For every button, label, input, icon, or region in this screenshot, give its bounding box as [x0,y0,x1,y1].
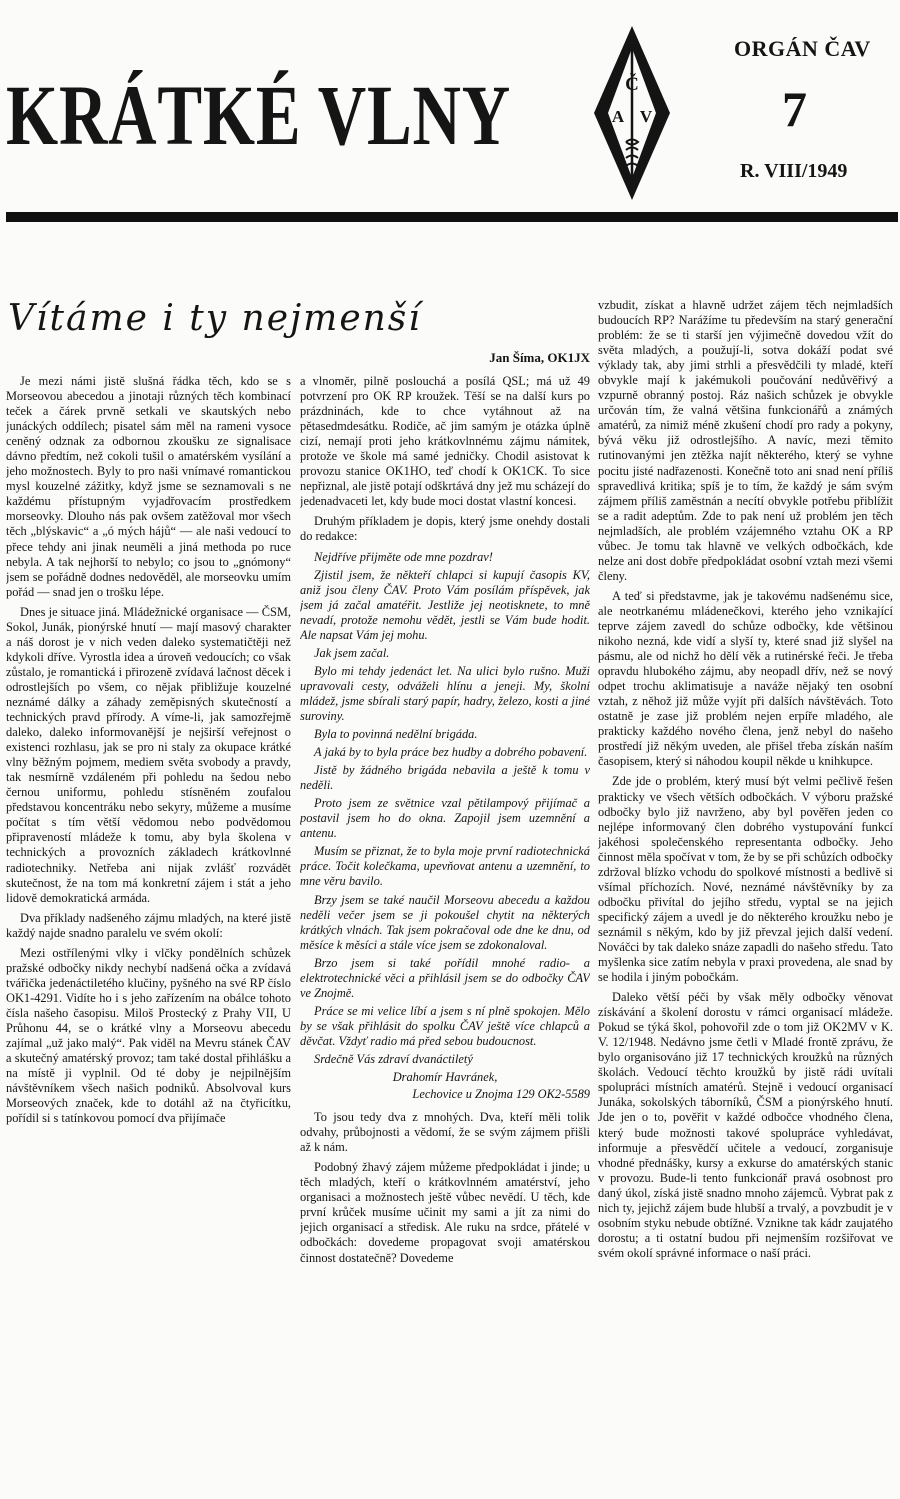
logo-letter-c: Č [625,74,639,95]
letter-paragraph: Práce se mi velice líbí a jsem s ní plně spokojen. Mělo by se však přihlásit do spolku ČAV ještě více chlapců a děvčat. Vždyť radio má před sebou budoucnost. [300,1003,590,1048]
volume-label: R. VIII/1949 [740,160,848,182]
letter-paragraph: Nejdříve přijměte ode mne pozdrav! [314,549,493,564]
masthead [0,0,900,230]
paragraph: To jsou tedy dva z mnohých. Dva, kteří měli tolik odvahy, průbojnosti a vědomí, že se svým zájmem přišli až k nám. [300,1110,590,1155]
cav-logo-icon [592,24,672,202]
letter-paragraph: Musím se přiznat, že to byla moje první radiotechnická práce. Točit kolečkama, upevňovat antenu a uzemnění, to mne věru bavilo. [300,844,590,889]
logo-letter-a: A [611,107,625,126]
letter-signature: Drahomír Havránek, [392,1070,498,1085]
letter-paragraph: Byla to povinná nedělní brigáda. [314,727,478,742]
column-1 [6,374,291,1494]
letter-address: Lechovice u Znojma 129 OK2-5589 [412,1087,590,1102]
column-2 [300,374,590,1494]
article-byline: Jan Šíma, OK1JX [489,350,590,365]
paragraph: Druhým příkladem je dopis, který jsme onehdy dostali do redakce: [300,514,590,544]
letter-paragraph: Jak jsem začal. [314,645,390,660]
paragraph: Mezi ostřílenými vlky i vlčky pondělních schůzek pražské odbočky nikdy nechybí nadšená očka a zvídavá tvářička jedenáctiletého klučiny, pyšného na své RP číslo OK1-4291. Vidíte ho i s jeho zařízením na obálce tohoto čísla našeho časopisu. Miloš Prostecký z Prahy VII, U Průhonu 44, se o krátké vlny a Morseovu abecedu zajímal „už jako malý“. Pak viděl na Mevru stánek ČAV a skutečný amatérský provoz; tam také dostal přihlášku a na místě ji vyplnil. Od té doby je nejpilnějším návštěvníkem všech našich podniků. Absolvoval kurs Morseových značek, kde to dotáhl až na čtyřicítku, pořídil si s tatínkovou pomocí dva přijímače [6,945,291,1126]
letter-paragraph: Zjistil jsem, že někteří chlapci si kupují časopis KV, aniž jsou členy ČAV. Proto Vám posílám příspěvek, jak jsem já začal amatéřit. Jestliže jej neotisknete, to mně nevadí, protože nemohu vědět, jestli se Vám bude hodit. Ale napsat Vám jej mohu. [300,567,590,642]
paragraph: vzbudit, získat a hlavně udržet zájem těch nejmladších budoucích RP? Narážíme tu především na starý generační problém: že se ti starší jen výjimečně dovedou vžít do světa mladých, a použují-li, sotva dokáží podat své výklady tak, aby jimi strhli a přesvědčili ty mladé, kteří obvykle mají k jakémukoli poučování nedůvěřivý a vzpurně obranný postoj. Ráz našich schůzek je obvykle určován tím, že valná většina funkcionářů a známých amatérů, za nimiž méně zkušení chodí pro rady a pokyny, bývá věku již odrostlejšího. A navíc, mezi těmito rutinovanými jen ztěžka najít některého, který se vyhne pocitu jisté nadřazenosti. Konečně toto ani snad není příliš spravedlivá kritika; spíš je to tím, že každý je sám svým zájmem příliš zaměstnán a necítí obvykle potřebu přiblížit se a radit adeptům. Zde to pak není už problém jen těch nejmladších, ale problém vzájemného vztahu OK a RP vůbec. Je tomu tak hlavně ve velkých odbočkách, kde nelze ani dost dobře předpokládat osobní vztah mezi všemi členy. [598,298,893,583]
paragraph: Dnes je situace jiná. Mládežnické organisace — ČSM, Sokol, Junák, pionýrské hnutí — mají masový charakter a náš dorost je v nich veden daleko systematičtěji než kdykoli dříve. Vyrostla idea a úroveň vedoucích; co však zůstalo, je romantická i přirozeně zvídavá lačnost děcek i odrostlejších po všem, co nějak přibližuje kouzelné neznámé dálky a záhady zeměpisných skutečností a technických pravd přírody. A víme-li, jak samozřejmě daleko, daleko informovanější je nejširší veřejnost o existenci rozhlasu, jak se pro ni staly za okupace krátké vlny běžným pojmem, mediem světa svobody a pravdy, tak nesmírně vzdáleném při pohledu na šedou nebo černou uniformu, pohledu stísněném zoufalou představou koncentráku nebo sekyry, můžeme a musíme počítat s tím větší vědomou nebo podvědomou připraveností mládeže k tomu, aby byla školena v technických a provozních základech krátkovlnné radiotechniky. Netřeba ani nijak zvlášť rozvádět skutečnost, že na tom má konkretní zájem i stát a jeho lidově demokratická armáda. [6,604,291,905]
article-title: Vítáme i ty nejmenší [8,298,422,339]
header-rule [6,212,898,222]
logo-letter-v: V [639,107,653,126]
letter-paragraph: Brzo jsem si také pořídil mnohé radio- a elektrotechnické věci a přihlásil jsem se do odbočky ČAV ve Znojmě. [300,955,590,1000]
paragraph: Je mezi námi jistě slušná řádka těch, kdo se s Morseovou abecedou a jinotaji různých těch kombinací teček a čárek prvně setkali ve skautských nebo junáckých oddílech; pisatel sám měl na rameni vysoce ceněný odznak za odbornou zkoušku ze signalisace dávno předtím, než cokoli tušil o amatérském vysílání a jeho možnostech. Byly to pro naši vnímavé romantickou mysl kouzelné zážitky, když jsme se seznamovali s ne každému přístupným vyjadřovacím prostředkem morseovky. Dlouho nás pak ovšem zatěžoval mor všech těch „blýskavic“ a „ó mých hájů“ — ale naši vedoucí to přece tehdy ani jinak neuměli a jiná methoda po ruce nebyla. A tak nejhorší to nebylo; co jsou to „gnómony“ jsem se pořádně dodnes nedověděl, ale morseovku umím pořád — snad jen o trošku lépe. [6,374,291,599]
reader-letter [300,550,590,1103]
letter-paragraph: Brzy jsem se také naučil Morseovu abecedu a každou neděli večer jsem se ji pokoušel chytit na některých krátkých vlnách. Tak jsem pokračoval ode dne ke dnu, od měsíce k měsíci a stále více jsem se zdokonaloval. [300,892,590,952]
letter-paragraph: Jistě by žádného brigáda nebavila a ještě k tomu v neděli. [300,763,590,793]
letter-paragraph: A jaká by to byla práce bez hudby a dobrého pobavení. [314,745,588,760]
organ-label: ORGÁN ČAV [734,36,871,61]
issue-number: 7 [782,81,807,137]
paragraph: Podobný žhavý zájem můžeme předpokládat i jinde; u těch mladých, kteří o krátkovlnném amatérství, jeho organisaci a možnostech ještě vůbec nevědí. U těch, kde první krůček musíme učinit my sami a jít za nimi do jejich organisací a středisk. Ale ruku na srdce, přátelé v odbočkách: dovedeme propagovat svoji amatérskou činnost dostatečně? Dovedeme [300,1160,590,1265]
paragraph: A teď si představme, jak je takovému nadšenému sice, ale neotrkanému mládenečkovi, kterého jeho vznikající teprve zájem zavedl do schůze odbočky, kde většinou nikoho nezná, kde vidí a slyší ty, které snad již slyšel na pásmu, ale od nichž ho dělí věk a rutinérské řeči. Je třeba opravdu hlubokého zájmu, aby neopadl dřív, než se nový odpet trochu aklimatisuje a naváže nějaký ten osobní vztah, z něhož již může vyjít při dalších návštěvách. Toto ostatně je zase již problém nejen erpíře mladého, ale prakticky každého nového člena, jenž nebyl do našeho prostředí již někým uveden, ale přišel třeba získán naším časopisem, který si náhodou koupil někde u knihkupce. [598,588,893,769]
letter-paragraph: Bylo mi tehdy jedenáct let. Na ulici bylo rušno. Muži upravovali cesty, odváželi hlínu a jeneji. My, školní mládež, jsme sbírali starý papír, hadry, železo, kosti a jiné suroviny. [300,663,590,723]
paragraph: Dva příklady nadšeného zájmu mladých, na které jistě každý najde snadno paralelu ve svém okolí: [6,910,291,940]
column-3 [598,298,893,1494]
letter-paragraph: Proto jsem ze světnice vzal pětilampový přijímač a postavil jsem ho do okna. Zapojil jsem uzemnění a antenu. [300,796,590,841]
magazine-title: KRÁTKÉ VLNY [6,67,511,163]
letter-closing: Srdečně Vás zdraví dvanáctiletý [314,1051,473,1066]
paragraph: Zde jde o problém, který musí být velmi pečlivě řešen prakticky ve všech větších odbočkách. V výboru pražské odbočky bylo již navrženo, aby byl pověřen jeden co nejlépe informovaný člen dobrého vystupování funkcí jakéhosi společenského representanta odbočky. Jeho činnost měla spočívat v tom, že by se při schůzích odbočky zdržoval blízko vchodu do spolkové místnosti a bedlivě si všímal příchozích. Nové, neznámé návštěvníky by za odbočku přivítal do jejího středu, vyptal se na jejich specifický zájem a uvedl je do některého kroužku nebo je seznámil s někým, kdo by již převzal jejich další vedení. Nováčci by tak daleko snáze zapadli do našeho středu. Tato myšlenka sice zatím nebyla v praxi provedena, ale snad by se hodila i jiným pobočkám. [598,774,893,985]
paragraph: a vlnoměr, pilně poslouchá a posílá QSL; má už 49 potvrzení pro OK RP kroužek. Těší se na další kurs po prázdninách, kde to chce vytáhnout až na pětasedmdesátku. Rodiče, ač jim samým je otázka úplně cizí, nemají proti jeho krátkovlnnému zájmu námitek, protože ve škole má samé jedničky. Chodil asistovat k provozu stanice OK1HO, teď chodí k OK1CK. To sice nepřiznal, ale jistě potají odškrtává dny jež mu scházejí do jedenadvaceti let, kdy bude moci dostat vlastní koncesi. [300,374,590,509]
paragraph: Daleko větší péči by však měly odbočky věnovat získávání a školení dorostu v rámci organisací mládeže. Pokud se týká škol, pohovořil zde o tom již OK2MV v K. V. 12/1948. Nedávno jsme četli v Mladé frontě zprávu, že bylo organisováno již 17 technických kroužků na různých školách. Vedoucí těchto kroužků by jistě rádi uvítali spolupráci místních amatérů. Stejně i vedoucí organisací Junáka, sokolských táborníků, ČSM a pionýrského hnutí. Jde jen o to, pověřit v každé odbočce vhodného člena, který bude možnosti takové spolupráce vyhledávat, informuje a přesvědčí učitele a vedoucí, zorganisuje vhodné přednášky, kursy a exkurse do amatérských stanic v provozu. Bude-li tento funkcionář pravá osobnost pro daný úkol, získá jistě snadno mnoho zájemců. Vybrat pak z nich ty, jejichž zájem bude hlubší a trvalý, a povzbudit je v osobním styku nebude obtížné. Vznikne tak kádr zaujatého dorostu; a ti ostatní budou při nejmenším rozšiřovat ve svém okolí správné informace o naší práci. [598,990,893,1260]
